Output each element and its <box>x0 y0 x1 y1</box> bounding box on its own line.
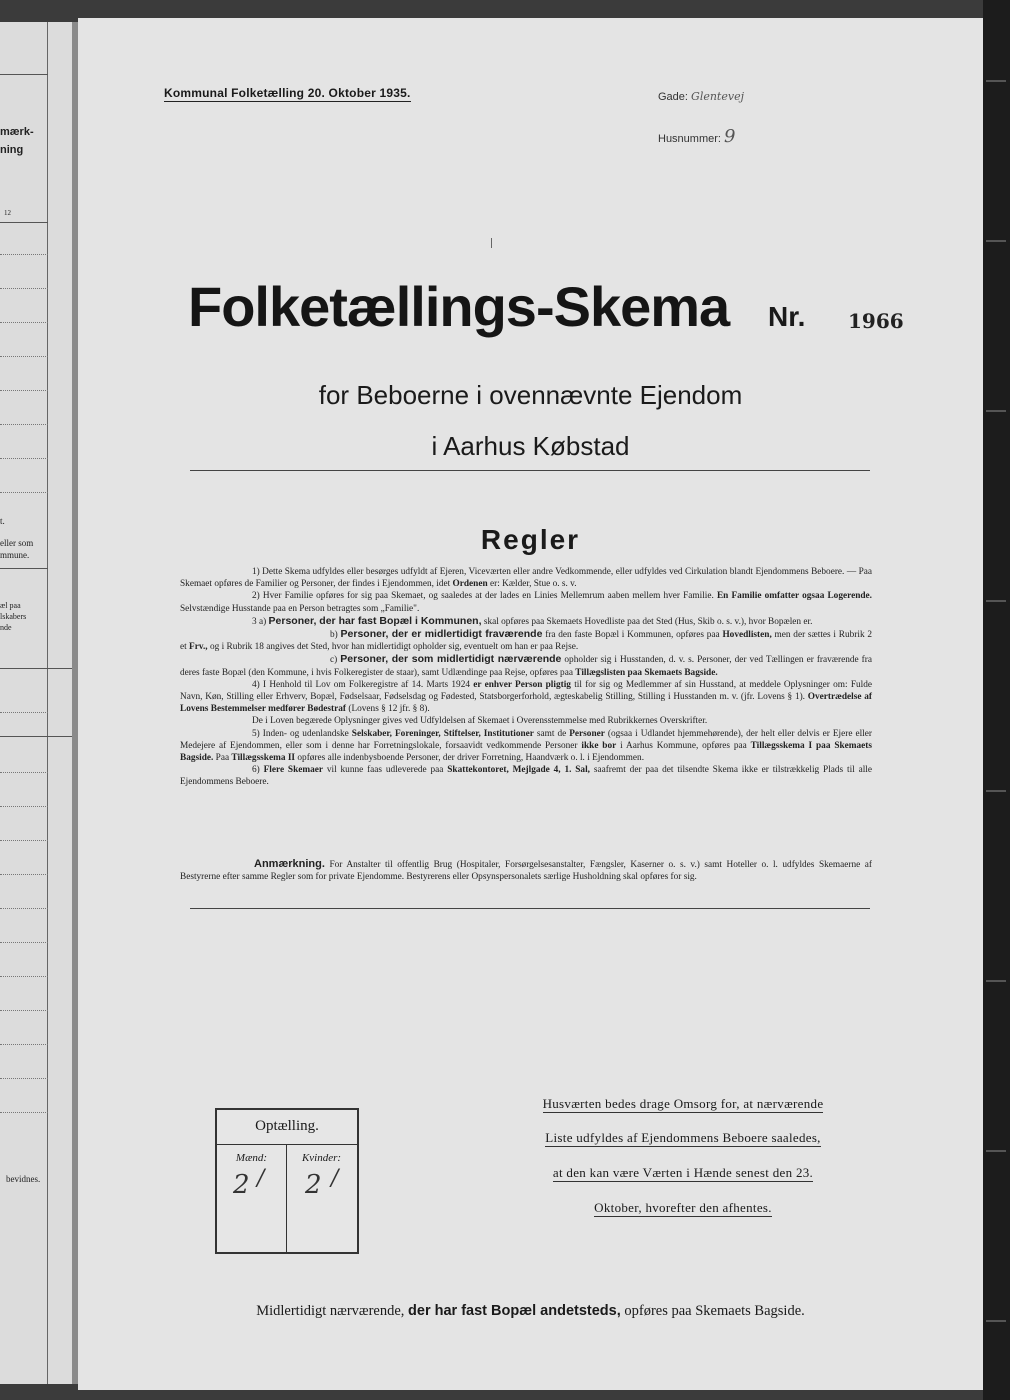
men-count-stroke: / <box>257 1166 265 1191</box>
left-page-text: lskabers <box>0 612 27 621</box>
left-page-rule <box>0 254 48 255</box>
left-page-text: nde <box>0 623 12 632</box>
left-page-rule <box>0 74 48 75</box>
left-page-text: bevidnes. <box>6 1174 41 1184</box>
left-page-rule <box>0 424 48 425</box>
left-page-text: mærk- <box>0 126 34 138</box>
book-spine <box>983 0 1010 1400</box>
left-page-rule <box>0 736 72 737</box>
left-page-rule <box>0 1010 48 1011</box>
footer-note: Midlertidigt nærværende, der har fast Bopæl andetsteds, opføres paa Skemaets Bagside. <box>256 1303 805 1319</box>
rule-6: 6) Flere Skemaer vil kunne faas udleverede paa Skattekontoret, Mejlgade 4, 1. Sal, saafremt der paa det tilsendte Skema ikke er tilstrækkelig Plads til alle Ejendommens Beboere. <box>180 765 873 788</box>
left-page-rule <box>0 322 48 323</box>
left-page-rule <box>0 288 48 289</box>
remark-label: Anmærkning. <box>254 858 325 870</box>
form-title: Folketællings-Skema <box>188 275 730 338</box>
left-page-rule <box>0 840 48 841</box>
left-page-text: mmune. <box>0 550 30 560</box>
street-value: Glentevej <box>691 90 744 103</box>
left-page-rule <box>0 712 48 713</box>
left-page-rule <box>0 772 48 773</box>
left-page-rule <box>0 908 48 909</box>
divider <box>190 908 870 909</box>
left-page-rule <box>0 874 48 875</box>
left-page-rule <box>0 806 48 807</box>
rule-4-note: De i Loven begærede Oplysninger gives ved Udfyldelsen af Skemaet i Overensstemmelse med Rubrikkernes Overskrifter. <box>252 716 708 727</box>
left-page-rule <box>0 356 48 357</box>
left-page-text: ning <box>0 144 24 156</box>
house-number-value: 9 <box>724 126 736 147</box>
notice-line-4: Oktober, hvorefter den afhentes. <box>594 1200 772 1215</box>
men-label: Mænd: <box>235 1152 268 1164</box>
rule-4: 4) I Henhold til Lov om Folkeregistre af 14. Marts 1924 er enhver Person pligtig til for sig og Medlemmer af sin Husstand, at meddele Oplysninger om: Fulde Navn, Køn, Stilling eller Erhverv, Bopæl, Fødselsaar, Fødselsdag og Fødested, Statsborgerforhold, ægteskabelig Stilling, Stilling i Husstanden m. v. (jfr. Lovens § 1). Overtrædelse af Lovens Bestemmelser medfører Bødestraf (Lovens § 12 jfr. § 8). <box>180 679 873 715</box>
house-number-field <box>658 126 735 147</box>
notice-line-2: Liste udfyldes af Ejendommens Beboere saaledes, <box>545 1130 821 1145</box>
women-label: Kvinder: <box>301 1152 342 1164</box>
house-number-label: Husnummer: <box>658 133 721 145</box>
left-page-column-line <box>47 22 48 1384</box>
rule-3c: c) Personer, der som midlertidigt nærværende opholder sig i Husstanden, d. v. s. Personer, der ved Tællingen er fraværende fra deres faste Bopæl (den Kommune, i hvis Folkeregister de staar), samt Udlændinge paa Rejse, opføres paa Tillægslisten paa Skemaets Bagside. <box>180 653 872 678</box>
form-number-label: Nr. <box>768 301 806 332</box>
count-box-rule <box>217 1144 357 1145</box>
street-field <box>658 90 744 103</box>
left-page-text: 12 <box>4 209 11 217</box>
women-count: 2 <box>305 1170 322 1200</box>
left-page-rule <box>0 1044 48 1045</box>
left-page-rule <box>0 668 72 669</box>
left-page-rule <box>0 1112 48 1113</box>
rule-3a: 3 a) Personer, der har fast Bopæl i Kommunen, skal opføres paa Skemaets Hovedliste paa det Sted (Hus, Skib o. s. v.), hvor Bopælen er. <box>252 614 813 627</box>
left-page-rule <box>0 458 48 459</box>
form-number-value: 1966 <box>848 309 904 333</box>
left-page-rule <box>0 390 48 391</box>
left-page-rule <box>0 568 48 569</box>
men-count: 2 <box>233 1170 250 1200</box>
notice-line-1: Husværten bedes drage Omsorg for, at nærværende <box>542 1096 824 1111</box>
remark <box>180 858 872 884</box>
remark-text: For Anstalter til offentlig Brug (Hospitaler, Forsørgelsesanstalter, Fængsler, Kaserner o. s. v.) samt Hoteller o. l. udfyldes Skemaerne af Bestyrerne efter samme Regler som for private Ejendomme. Bestyrerens eller Opsynspersonalets særlige Husholdning skal opføres for sig. <box>180 860 872 883</box>
left-page-fragment <box>0 22 72 1384</box>
divider <box>190 470 870 471</box>
count-box-title: Optælling. <box>255 1118 319 1134</box>
left-page-rule <box>0 976 48 977</box>
rule-3b: b) Personer, der er midlertidigt fraværende fra den faste Bopæl i Kommunen, opføres paa Hovedlisten, men der sættes i Rubrik 2 et Frv., og i Rubrik 18 angives det Sted, hvor han midlertidigt opholder sig, eventuelt om han er paa Rejse. <box>180 628 872 653</box>
form-subtitle: for Beboerne i ovennævnte Ejendom <box>318 380 743 410</box>
rules-body <box>180 566 872 789</box>
rules-heading: Regler <box>480 524 581 555</box>
notice-line-3: at den kan være Værten i Hænde senest den 23. <box>552 1165 814 1180</box>
rule-5: 5) Inden- og udenlandske Selskaber, Foreninger, Stiftelser, Institutioner samt de Personer (ogsaa i Udlandet hjemmehørende), der helt eller delvis er Ejere eller Medejere af Ejendommen, eller som i denne har Forretningslokale, forsaavidt vedkommende Personer ikke bor i Aarhus Kommune, opføres paa Tillægsskema I paa Skemaets Bagside. Paa Tillægsskema II opføres alle indenbysboende Personer, der driver Forretning, Haandværk o. l. i Ejendommen. <box>180 728 873 764</box>
census-form-page <box>78 18 983 1390</box>
left-page-text: eller som <box>0 538 34 548</box>
left-page-rule <box>0 942 48 943</box>
women-count-stroke: / <box>331 1166 339 1191</box>
registration-mark <box>491 238 492 248</box>
left-page-text: æl paa <box>0 601 21 610</box>
left-page-rule <box>0 222 48 223</box>
left-page-text: t. <box>0 516 5 526</box>
rule-1: 1) Dette Skema udfyldes eller besørges udfyldt af Ejeren, Viceværten eller andre Vedkommende, eller udfyldes ved Cirkulation blandt Ejendommens Beboere. — Paa Skemaet opføres de Familier og Personer, der findes i Ejendommen, idet Ordenen er: Kælder, Stue o. s. v. <box>180 567 872 590</box>
count-box <box>215 1108 359 1254</box>
left-page-rule <box>0 492 48 493</box>
census-header: Kommunal Folketælling 20. Oktober 1935. <box>164 86 411 100</box>
rule-2: 2) Hver Familie opføres for sig paa Skemaet, og saaledes at der lades en Linies Mellemrum aaben mellem hver Familie. En Familie omfatter ogsaa Logerende. Selvstændige Husstande paa en Person betragtes som „Familie". <box>180 591 872 614</box>
left-page-rule <box>0 1078 48 1079</box>
street-label: Gade: <box>658 91 688 103</box>
form-subtitle-location: i Aarhus Købstad <box>431 431 630 461</box>
